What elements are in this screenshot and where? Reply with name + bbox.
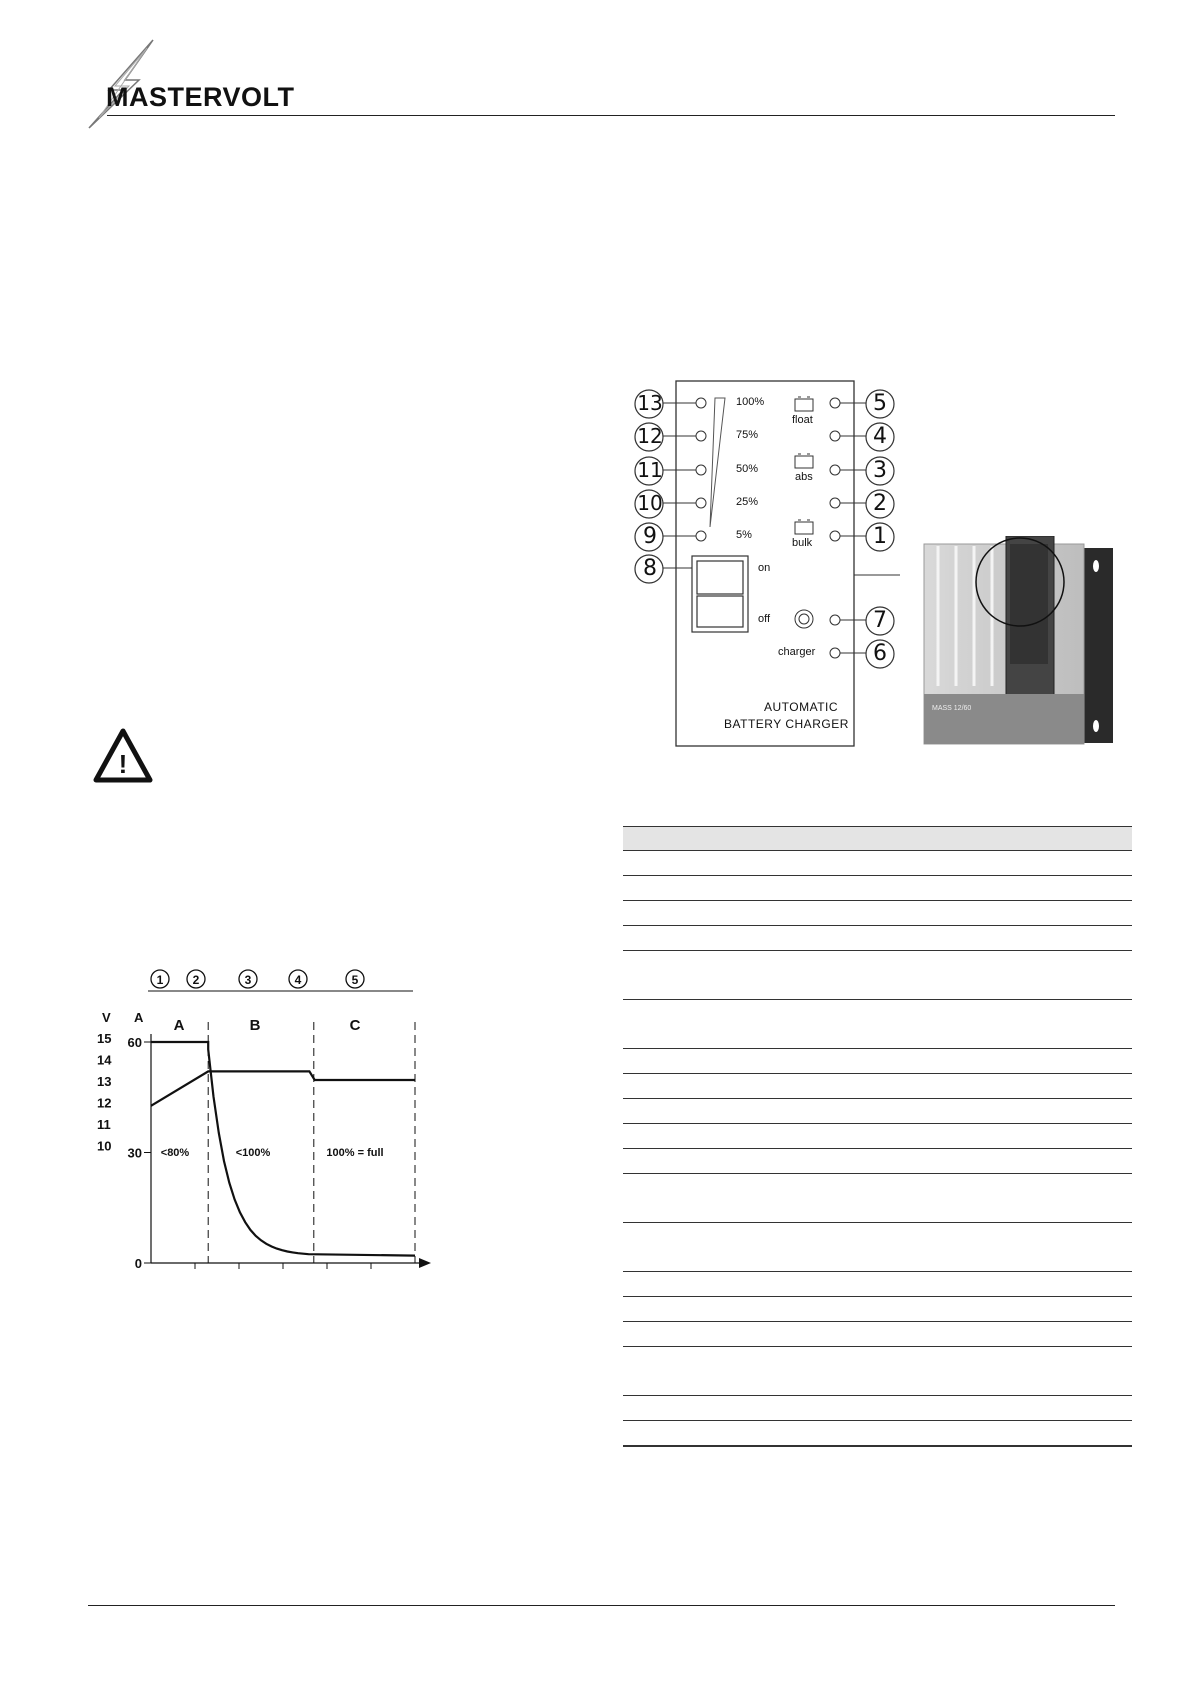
x-axis-arrow [419, 1258, 431, 1268]
callout-3: 3 [873, 458, 887, 483]
abs-label: abs [795, 471, 813, 483]
footer-rule [88, 1605, 1115, 1606]
soc-label-5: 5% [736, 529, 752, 541]
header-rule [107, 115, 1115, 116]
table-row-rule [623, 1048, 1132, 1049]
panel-diagram [630, 375, 900, 755]
soc-label-75: 75% [736, 429, 759, 441]
table-row-rule [623, 925, 1132, 926]
voltage-tick-label: 12 [97, 1095, 112, 1111]
table-row-rule [623, 1073, 1132, 1074]
phase-label: A [173, 1017, 185, 1034]
table-row-rule [623, 1395, 1132, 1396]
table-header-band [623, 826, 1132, 850]
callout-7: 7 [873, 608, 887, 633]
callout-5: 5 [873, 391, 887, 416]
table-row-rule [623, 999, 1132, 1000]
table-row-rule [623, 1123, 1132, 1124]
bulk-label: bulk [792, 537, 813, 549]
callout-9: 9 [643, 524, 657, 549]
axis-unit-a: A [134, 1010, 144, 1025]
callout-12: 12 [637, 424, 663, 448]
voltage-tick-label: 10 [97, 1138, 112, 1154]
table-row-rule [623, 1321, 1132, 1322]
step-marker-label: 2 [192, 973, 200, 987]
table-row-rule [623, 1222, 1132, 1223]
warning-triangle-icon [93, 728, 153, 783]
current-tick-label: 0 [134, 1256, 142, 1271]
step-marker-label: 4 [294, 973, 302, 987]
phase-label: C [349, 1017, 361, 1034]
axis-unit-v: V [102, 1010, 111, 1025]
svg-text:!: ! [118, 749, 128, 779]
table-row-rule [623, 875, 1132, 876]
current-tick-label: 30 [127, 1145, 142, 1161]
soc-label-50: 50% [736, 463, 759, 475]
callout-2: 2 [873, 491, 887, 516]
soc-label-25: 25% [736, 496, 759, 508]
table-row-rule [623, 950, 1132, 951]
callout-10: 10 [637, 491, 663, 515]
charge-chart [90, 960, 450, 1280]
switch-off-label: off [758, 613, 771, 625]
voltage-tick-label: 11 [97, 1117, 111, 1132]
device-model-text: MASS 12/60 [932, 705, 972, 712]
table-row-rule [623, 1271, 1132, 1272]
voltage-tick-label: 13 [97, 1074, 112, 1089]
table-row-rule [623, 826, 1132, 827]
table-row-rule [623, 1098, 1132, 1099]
step-marker-label: 5 [351, 973, 359, 987]
soc-label-100: 100% [736, 396, 765, 408]
table-row-rule [623, 1346, 1132, 1347]
panel-title-line2: BATTERY CHARGER [724, 717, 849, 731]
callout-1: 1 [873, 524, 887, 549]
table-row-rule [623, 900, 1132, 901]
callout-13: 13 [637, 391, 663, 415]
charger-label: charger [778, 646, 816, 658]
table-row-rule [623, 1420, 1132, 1421]
callout-6: 6 [873, 641, 887, 666]
phase-note: <100% [235, 1147, 271, 1159]
panel-title-line1: AUTOMATIC [764, 700, 839, 714]
step-marker-label: 1 [156, 973, 164, 987]
current-tick-label: 60 [127, 1035, 142, 1050]
float-label: float [792, 414, 813, 426]
table-row-rule [623, 1148, 1132, 1149]
switch-on-label: on [758, 562, 771, 574]
phase-note: 100% = full [326, 1147, 384, 1159]
table-row-rule [623, 1445, 1132, 1447]
brand-logo: MASTERVOLT [106, 82, 295, 112]
table-row-rule [623, 850, 1132, 851]
voltage-tick-label: 14 [97, 1052, 112, 1068]
table-row-rule [623, 1173, 1132, 1174]
voltage-line [151, 1071, 415, 1105]
voltage-tick-label: 15 [97, 1031, 112, 1046]
callout-4: 4 [873, 424, 887, 449]
callout-8: 8 [643, 556, 657, 581]
phase-note: <80% [160, 1147, 190, 1159]
device-photo [918, 536, 1128, 751]
charge-chart-svg [90, 960, 450, 1280]
callout-11: 11 [637, 458, 663, 482]
phase-label: B [249, 1017, 261, 1034]
step-marker-label: 3 [244, 973, 252, 987]
device-photo-svg [918, 536, 1128, 751]
table-row-rule [623, 1296, 1132, 1297]
